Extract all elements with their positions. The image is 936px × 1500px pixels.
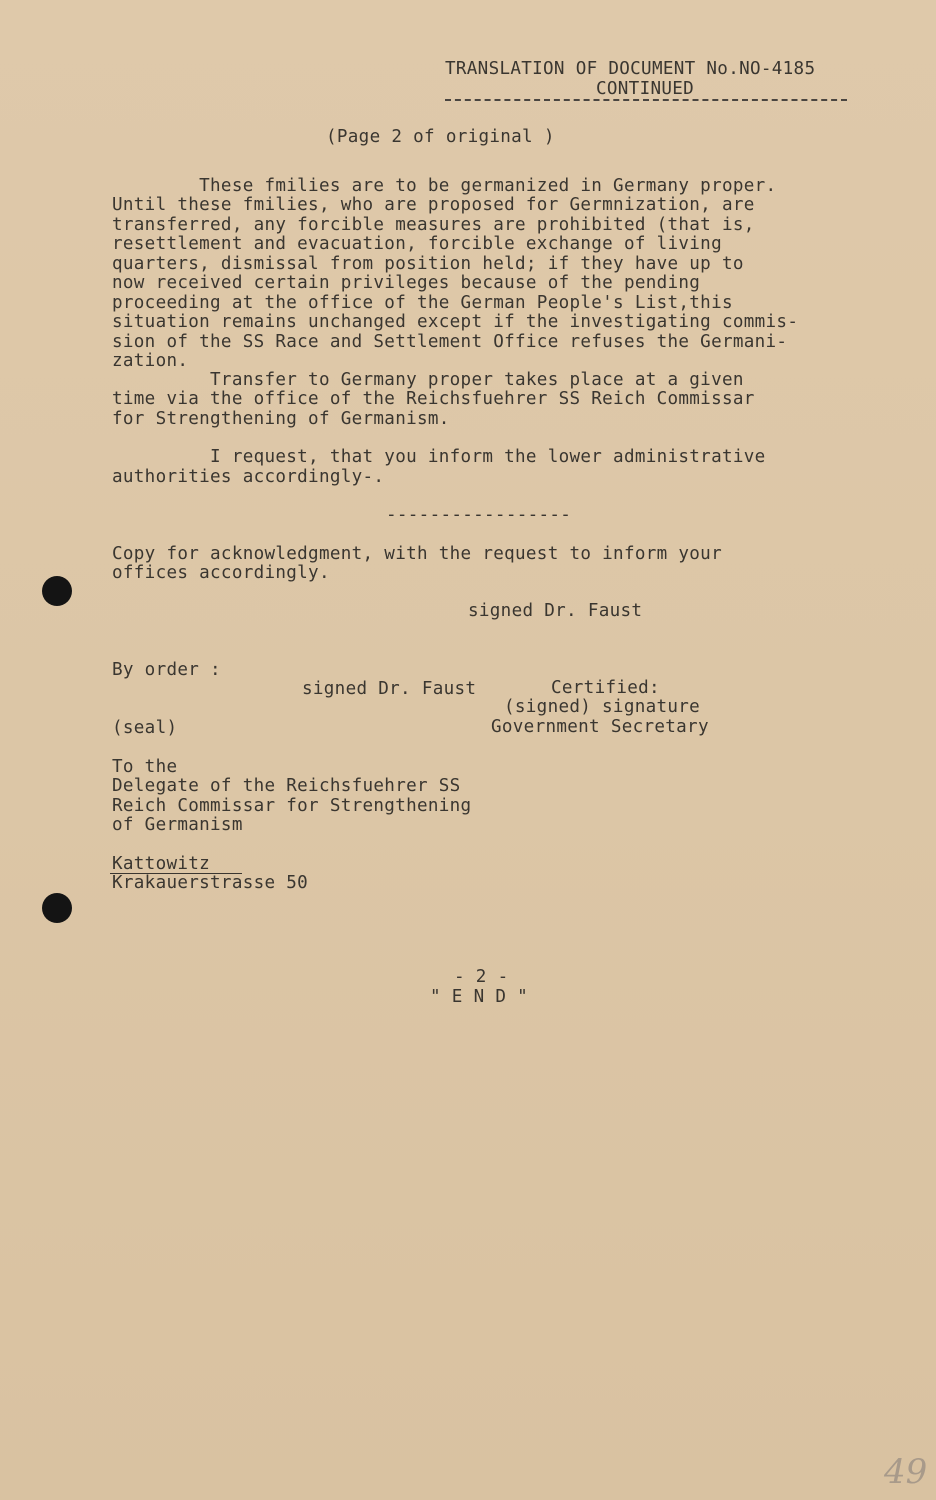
- punch-hole: [42, 893, 72, 923]
- city-name: Kattowitz: [112, 854, 211, 874]
- seal-mark: (seal): [112, 718, 178, 738]
- header-rule: [445, 99, 847, 101]
- document-page: TRANSLATION OF DOCUMENT No.NO-4185 CONTINUED (Page 2 of original ) These fmilies are to be germanized in Germany proper. Until these fmilies, who are proposed for Germnization, are transferred, any forcible measures are prohibited (that is, resettlement and evacuation, forcible exchange of living quarters, dismissal from position held; if they have up to now received certain privileges because of the pending proceeding at the office of the German People's List,this situation remains unchanged except if the investigating commis- sion of the SS Race and Settlement Office refuses the Germani- zation. Transfer to Germany proper takes place at a given time via the office of the Reichsfuehrer SS Reich Commissar for Strengthening of Germanism. I request, that you inform the lower administrative authorities accordingly-. ----------------- Copy for acknowledgment, with the request to inform your offices accordingly. signed Dr. Faust By order : signed Dr. Faust Certified: (signed) signature Government Secretary (seal) To the Delegate of the Reichsfuehrer SS Reich Commissar for Strengthening of Germanism Kattowitz Krakauerstrasse 50 - 2 - " E N D " 49: [0, 0, 936, 1500]
- continued-label: CONTINUED: [596, 79, 695, 99]
- punch-hole: [42, 576, 72, 606]
- separator-line: -----------------: [386, 505, 572, 525]
- signature-2: signed Dr. Faust: [302, 679, 477, 699]
- end-mark: " E N D ": [430, 987, 529, 1007]
- page-reference: (Page 2 of original ): [326, 127, 555, 147]
- page-number: - 2 -: [454, 967, 509, 987]
- handwritten-page-number: 49: [884, 1452, 928, 1492]
- document-title: TRANSLATION OF DOCUMENT No.NO-4185: [445, 59, 816, 79]
- street-address: Krakauerstrasse 50: [112, 873, 309, 893]
- by-order-label: By order :: [112, 660, 221, 680]
- signature-1: signed Dr. Faust: [468, 601, 643, 621]
